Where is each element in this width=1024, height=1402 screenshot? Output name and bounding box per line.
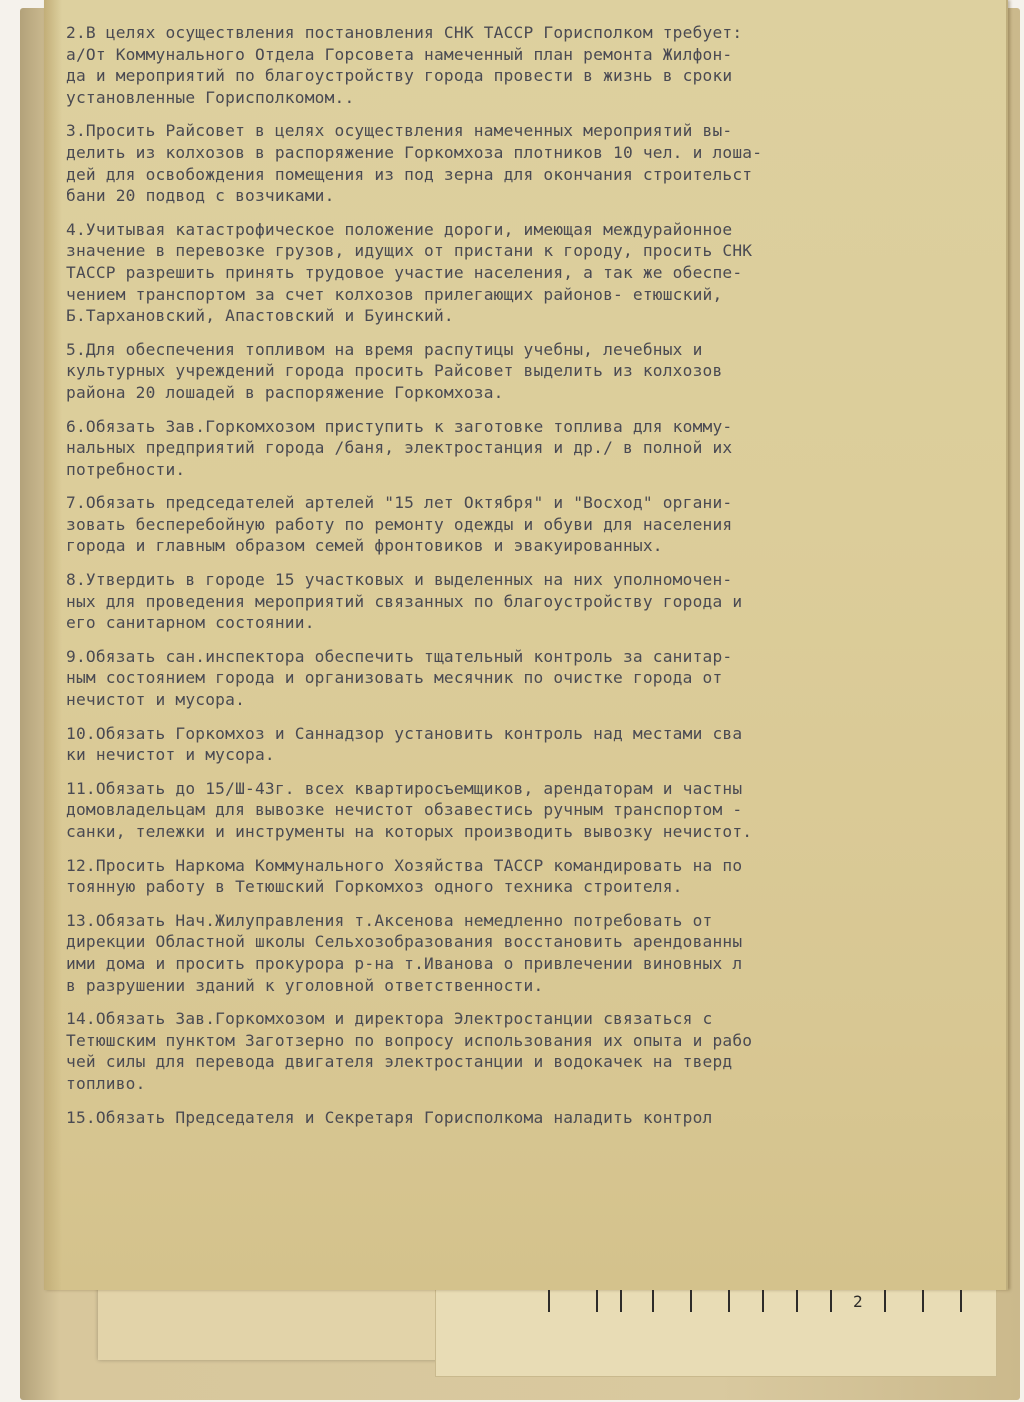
ruler-tick: [728, 1290, 730, 1312]
text-line: чей силы для перевода двигателя электростанции и водокачек на тверд: [66, 1052, 733, 1072]
ruler-tick: [620, 1290, 622, 1312]
text-line: 3.Просить Райсовет в целях осуществления намеченных мероприятий вы-: [66, 121, 733, 141]
ruler-number: 2: [853, 1292, 863, 1311]
ruler-tick: [960, 1290, 962, 1312]
paragraph-1: [66, 22, 1006, 108]
text-line: да и мероприятий по благоустройству города провести в жизнь в сроки: [66, 66, 733, 86]
text-line: города и главным образом семей фронтовиков и эвакуированных.: [66, 536, 663, 556]
ruler-tick: [922, 1290, 924, 1312]
paragraph-gap: [66, 898, 1006, 910]
text-line: 6.Обязать Зав.Горкомхозом приступить к заготовке топлива для комму-: [66, 416, 733, 436]
ruler-tick: [884, 1290, 886, 1312]
paragraph-11: [66, 855, 1006, 898]
paragraph-gap: [66, 207, 1006, 219]
ruler-tick: [596, 1290, 598, 1312]
text-line: потребности.: [66, 459, 186, 479]
paragraph-gap: [66, 327, 1006, 339]
paragraph-14: [66, 1107, 1006, 1129]
paragraph-3: [66, 219, 1006, 327]
text-line: топливо.: [66, 1073, 146, 1093]
ruler-tick: [762, 1290, 764, 1312]
text-line: дей для освобождения помещения из под зерна для окончания строительст: [66, 164, 753, 184]
paragraph-13: [66, 1008, 1006, 1094]
paragraph-12: [66, 910, 1006, 996]
text-line: 14.Обязать Зав.Горкомхозом и директора Электростанции связаться с: [66, 1009, 713, 1029]
paragraph-gap: [66, 766, 1006, 778]
text-line: ТАССР разрешить принять трудовое участие населения, а так же обеспе-: [66, 262, 743, 282]
text-line: 9.Обязать сан.инспектора обеспечить тщательный контроль за санитар-: [66, 646, 733, 666]
text-line: бани 20 подвод с возчиками.: [66, 186, 335, 206]
text-line: установленные Горисполкомом..: [66, 87, 355, 107]
text-line: ных для проведения мероприятий связанных по благоустройству города и: [66, 591, 743, 611]
paragraph-5: [66, 416, 1006, 481]
paragraph-gap: [66, 634, 1006, 646]
text-line: дирекции Областной школы Сельхозобразования восстановить арендованны: [66, 932, 743, 952]
paragraph-gap: [66, 108, 1006, 120]
text-line: зовать бесперебойную работу по ремонту одежды и обуви для населения: [66, 514, 733, 534]
text-line: нечистот и мусора.: [66, 690, 246, 710]
text-line: 8.Утвердить в городе 15 участковых и выделенных на них уполномочен-: [66, 570, 733, 590]
ruler-tick: [652, 1290, 654, 1312]
text-line: делить из колхозов в распоряжение Горкомхоза плотников 10 чел. и лоша-: [66, 142, 763, 162]
paragraph-gap: [66, 843, 1006, 855]
text-line: района 20 лошадей в распоряжение Горкомхоза.: [66, 382, 504, 402]
text-line: 2.В целях осуществления постановления СНК ТАССР Горисполком требует:: [66, 23, 743, 42]
paragraph-gap: [66, 480, 1006, 492]
paragraph-gap: [66, 996, 1006, 1008]
paragraph-10: [66, 778, 1006, 843]
text-line: домовладельцам для вывозке нечистот обзавестись ручным транспортом -: [66, 800, 743, 820]
paragraph-gap: [66, 711, 1006, 723]
text-line: 15.Обязать Председателя и Секретаря Горисполкома наладить контрол: [66, 1107, 713, 1127]
text-line: а/От Коммунального Отдела Горсовета намеченный план ремонта Жилфон-: [66, 44, 733, 64]
text-line: ими дома и просить прокурора р-на т.Иванова о привлечении виновных л: [66, 953, 743, 973]
paragraph-gap: [66, 404, 1006, 416]
paragraph-8: [66, 646, 1006, 711]
text-line: его санитарном состоянии.: [66, 613, 315, 633]
text-line: санки, тележки и инструменты на которых производить вывозку нечистот.: [66, 822, 753, 841]
text-line: Б.Тархановский, Апастовский и Буинский.: [66, 306, 454, 326]
text-line: 12.Просить Наркома Коммунального Хозяйства ТАССР командировать на по: [66, 855, 743, 875]
ruler-tick: [796, 1290, 798, 1312]
text-line: чением транспортом за счет колхозов прилегающих районов- етюшский,: [66, 284, 723, 304]
ruler-tick: [830, 1290, 832, 1312]
text-line: ным состоянием города и организовать месячник по очистке города от: [66, 668, 723, 688]
paragraph-9: [66, 723, 1006, 766]
ruler-marks: [548, 1290, 978, 1320]
text-line: ки нечистот и мусора.: [66, 745, 275, 765]
text-line: 11.Обязать до 15/Ш-43г. всех квартиросъемщиков, арендаторам и частны: [66, 778, 743, 798]
ruler-tick: [548, 1290, 550, 1312]
text-line: 10.Обязать Горкомхоз и Саннадзор установить контроль над местами сва: [66, 723, 743, 743]
text-line: тоянную работу в Тетюшский Горкомхоз одного техника строителя.: [66, 877, 683, 897]
paragraph-6: [66, 492, 1006, 557]
paragraph-gap: [66, 557, 1006, 569]
text-line: 13.Обязать Нач.Жилуправления т.Аксенова немедленно потребовать от: [66, 910, 713, 930]
text-line: 5.Для обеспечения топливом на время распутицы учебны, лечебных и: [66, 339, 703, 359]
ruler-tick: [690, 1290, 692, 1312]
paragraph-7: [66, 569, 1006, 634]
paragraph-gap: [66, 1095, 1006, 1107]
text-line: культурных учреждений города просить Райсовет выделить из колхозов: [66, 361, 723, 381]
text-line: 4.Учитывая катастрофическое положение дороги, имеющая междурайонное: [66, 219, 733, 239]
text-line: Тетюшским пунктом Заготзерно по вопросу использования их опыта и рабо: [66, 1030, 753, 1050]
text-line: 7.Обязать председателей артелей "15 лет Октября" и "Восход" органи-: [66, 493, 733, 513]
document-text: [66, 22, 1006, 1128]
paragraph-4: [66, 339, 1006, 404]
paragraph-2: [66, 120, 1006, 206]
text-line: значение в перевозке грузов, идущих от пристани к городу, просить СНК: [66, 241, 753, 261]
text-line: в разрушении зданий к уголовной ответственности.: [66, 975, 544, 995]
text-line: нальных предприятий города /баня, электростанция и др./ в полной их: [66, 438, 733, 458]
